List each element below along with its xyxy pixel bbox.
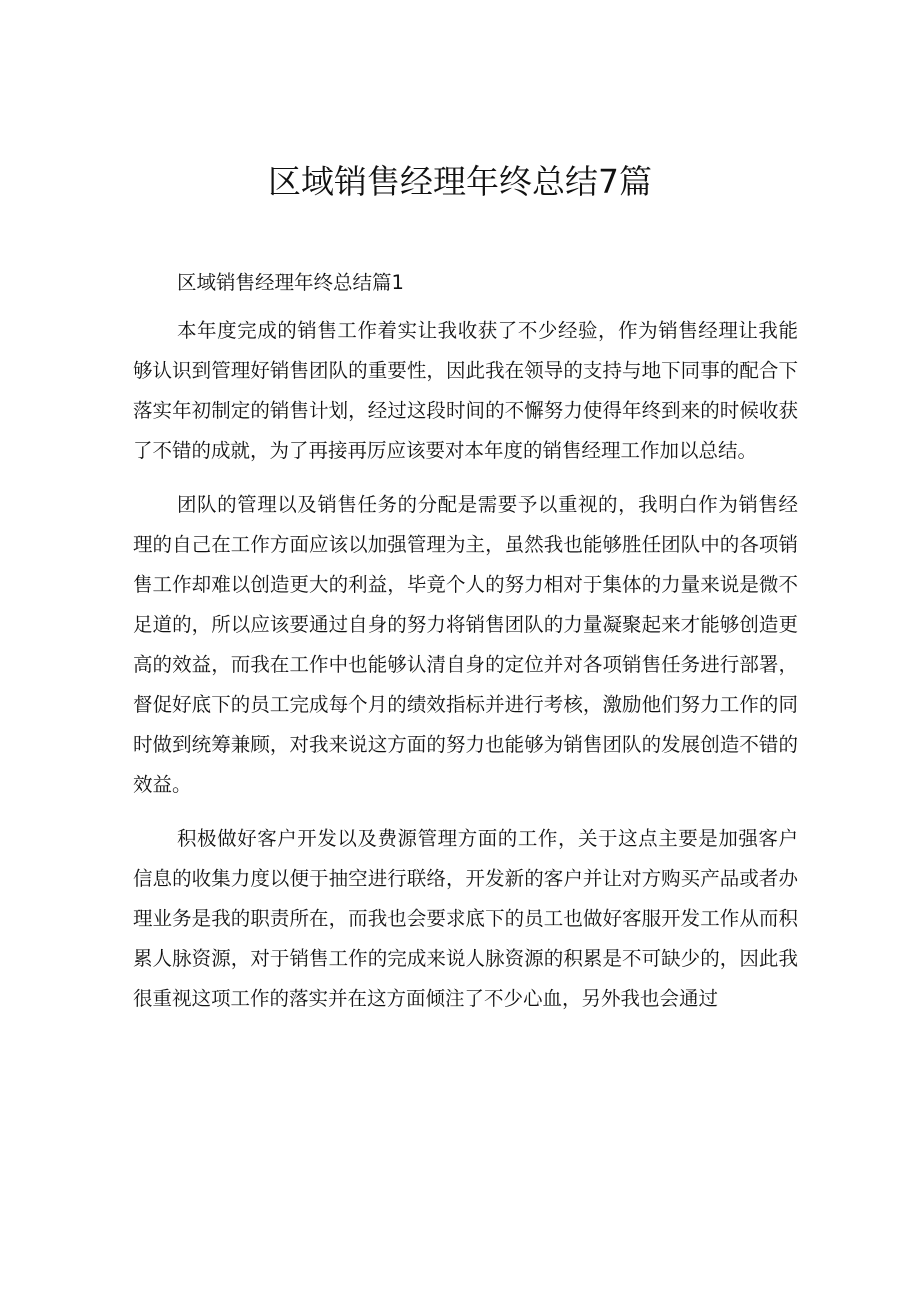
document-body bbox=[133, 263, 798, 1033]
section-heading: 区域销售经理年终总结篇1 bbox=[177, 271, 404, 294]
document-title: 区域销售经理年终总结7篇 bbox=[268, 162, 652, 201]
paragraph-1: 本年度完成的销售工作着实让我收获了不少经验，作为销售经理让我能够认识到管理好销售团队的重要性，因此我在领导的支持与地下同事的配合下落实年初制定的销售计划，经过这段时间的不懈努力使得年终到来的时候收获了不错的成就，为了再接再厉应该要对本年度的销售经理工作加以总结。 bbox=[133, 319, 798, 462]
paragraph-3: 积极做好客户开发以及费源管理方面的工作，关于这点主要是加强客户信息的收集力度以便于抽空进行联络，开发新的客户并让对方购买产品或者办理业务是我的职责所在，而我也会要求底下的员工也做好客服开发工作从而积累人脉资源，对于销售工作的完成来说人脉资源的积累是不可缺少的，因此我很重视这项工作的落实并在这方面倾注了不少心血，另外我也会通过 bbox=[133, 827, 798, 1010]
paragraph-2: 团队的管理以及销售任务的分配是需要予以重视的，我明白作为销售经理的自己在工作方面应该以加强管理为主，虽然我也能够胜任团队中的各项销售工作却难以创造更大的利益，毕竟个人的努力相对于集体的力量来说是微不足道的，所以应该要通过自身的努力将销售团队的力量凝聚起来才能够创造更高的效益，而我在工作中也能够认清自身的定位并对各项销售任务进行部署，督促好底下的员工完成每个月的绩效指标并进行考核，激励他们努力工作的同时做到统筹兼顾，对我来说这方面的努力也能够为销售团队的发展创造不错的效益。 bbox=[133, 493, 798, 796]
